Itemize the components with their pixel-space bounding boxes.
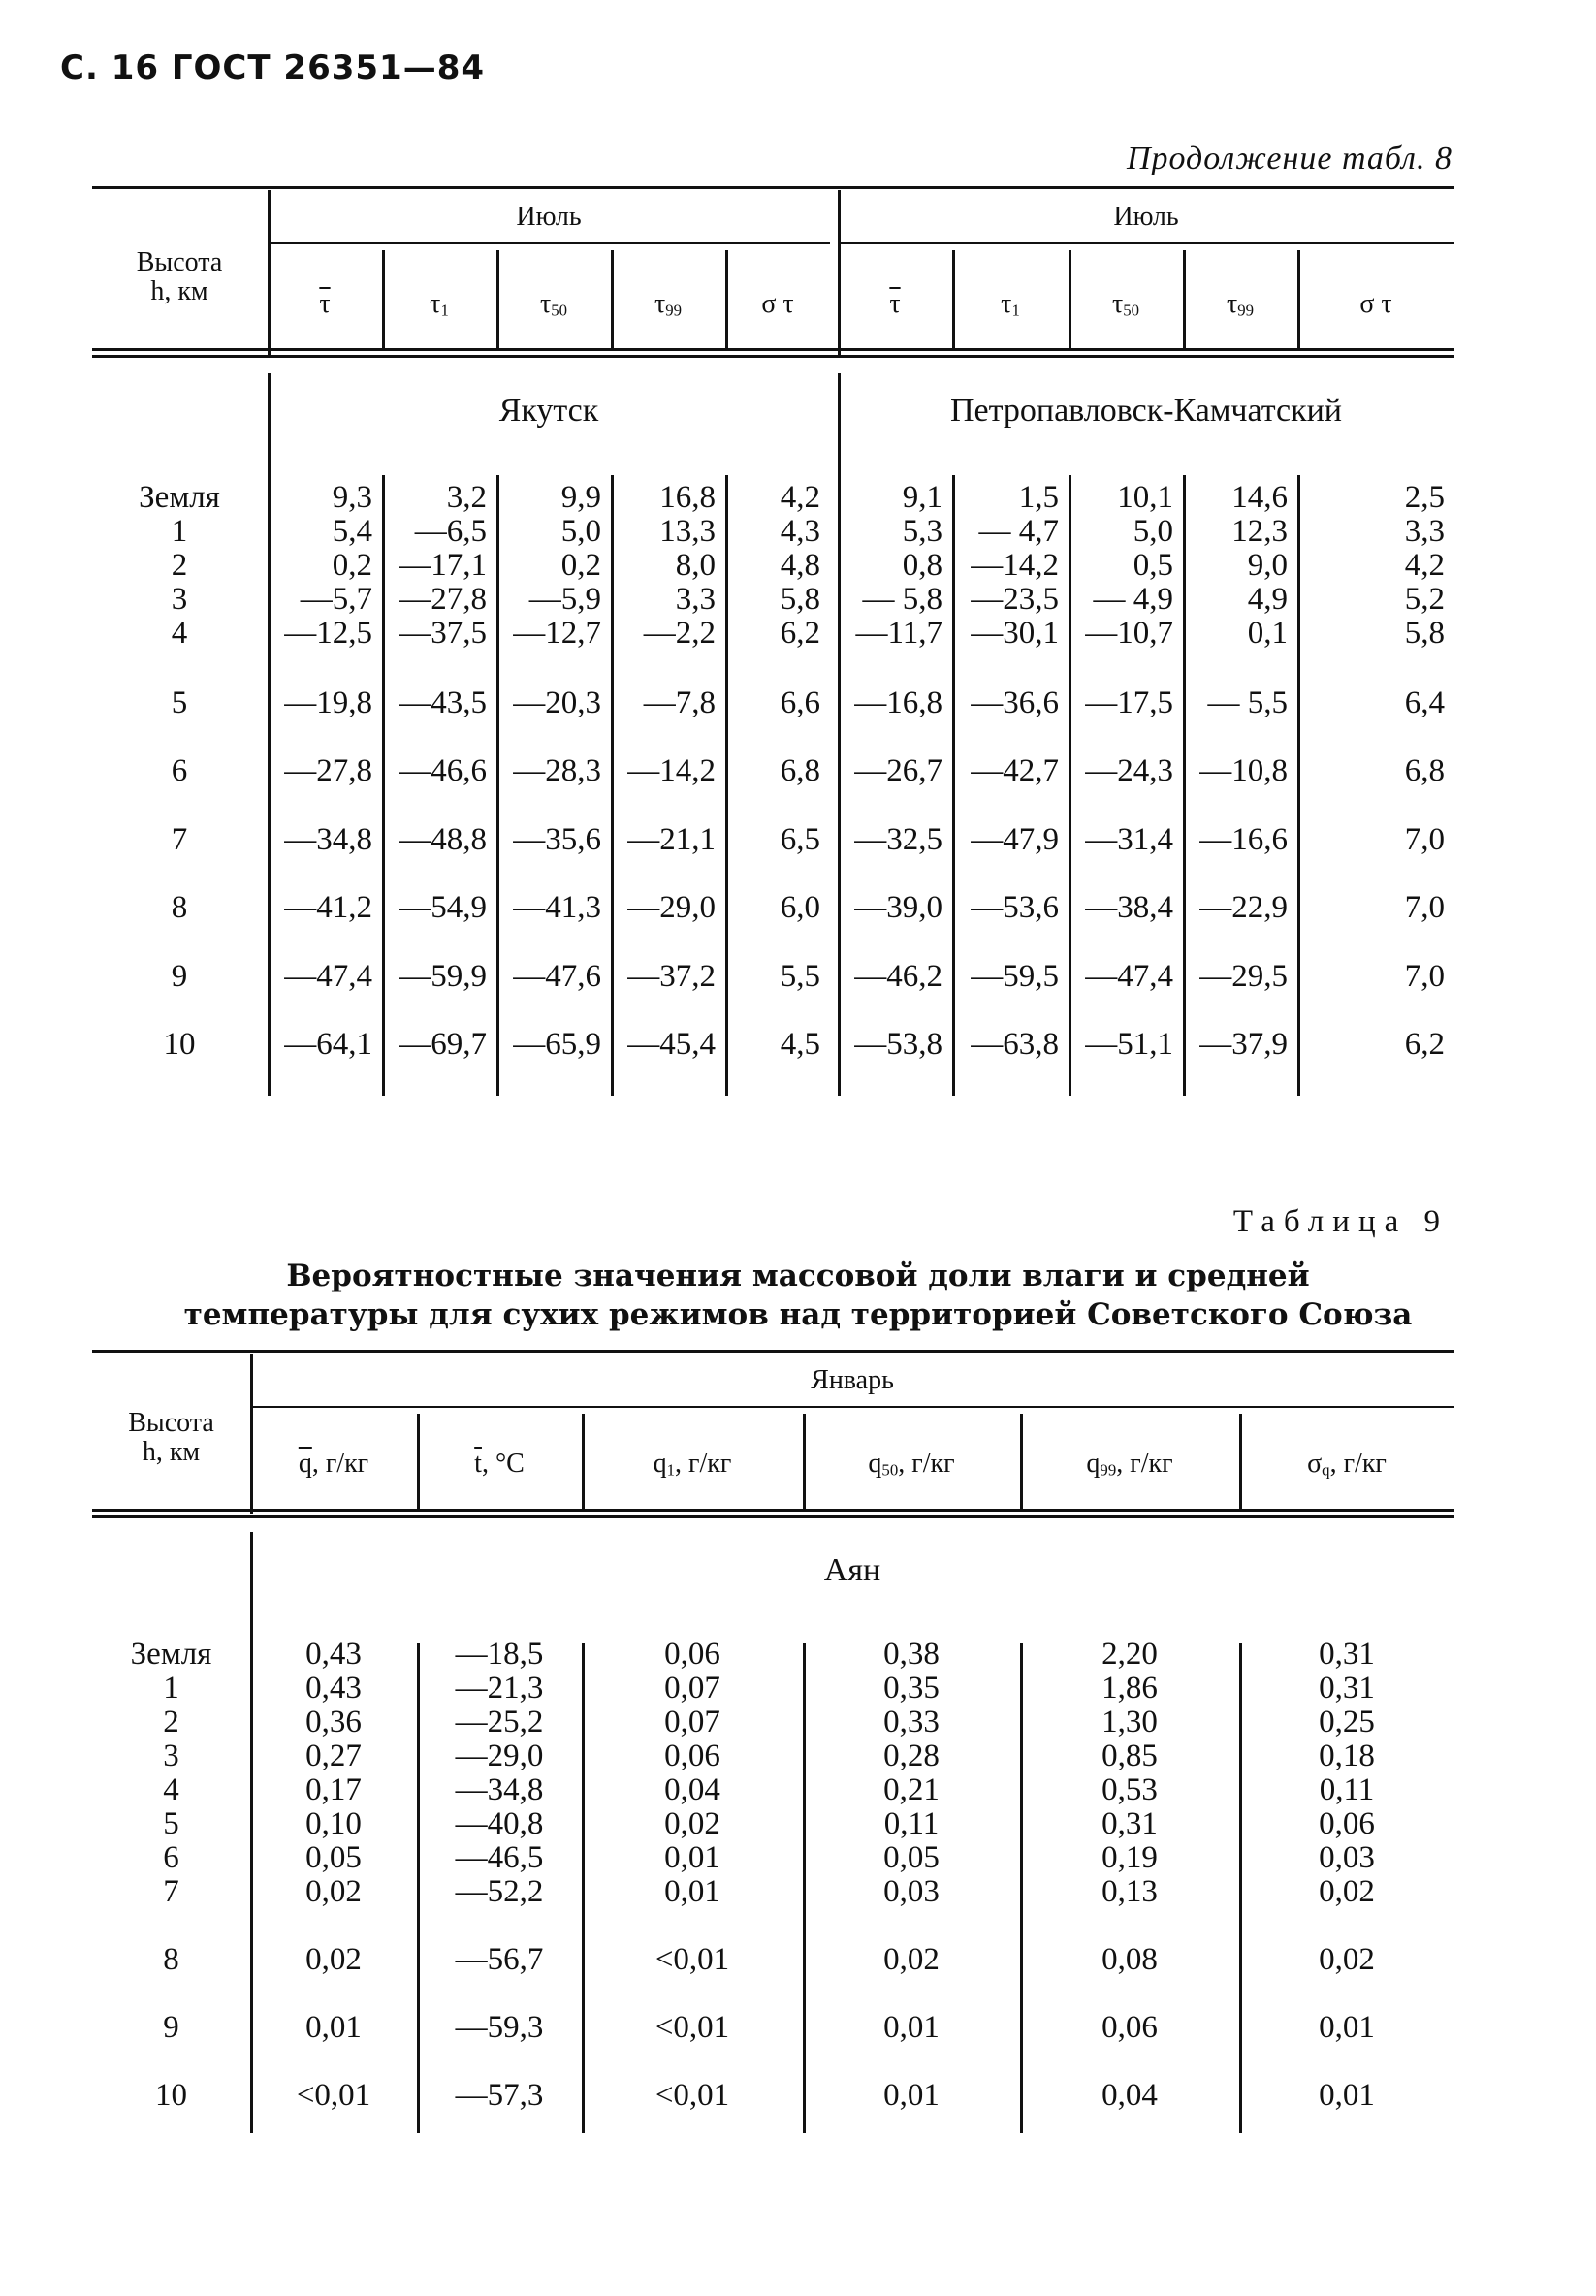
table-8-month-header: Июль [1113, 202, 1179, 232]
table-9-height-label: Земля [130, 1637, 212, 1672]
table-8-cell: 7,0 [1404, 890, 1445, 925]
table-8-cell: —21,1 [627, 822, 716, 857]
table-9-cell: <0,01 [654, 2078, 730, 2113]
table-9-month-rule [250, 1406, 1454, 1408]
table-9-cell: 0,21 [883, 1772, 940, 1807]
table-9-cell: 0,36 [305, 1705, 362, 1739]
table-9-cell: 0,18 [1319, 1738, 1375, 1773]
table-8-height-label: 8 [171, 890, 188, 925]
table-8-month-rule-right [840, 242, 1454, 244]
table-8-height-label: 10 [163, 1027, 196, 1062]
table-9-cell: 1,86 [1101, 1671, 1158, 1706]
table-9-cell: <0,01 [296, 2078, 371, 2113]
table-8-height-label: 9 [171, 959, 188, 994]
table-8-cell: —54,9 [399, 890, 487, 925]
table-8-column-header: σ τ [761, 289, 794, 319]
table-9-cell: —46,5 [455, 1840, 544, 1875]
table-9-cell: 0,04 [664, 1772, 720, 1807]
table-8-cell: 5,0 [1133, 514, 1173, 549]
table-9-column-header: $q_{50}$, г/кг [868, 1449, 955, 1480]
table-9-height-label: 9 [163, 2010, 179, 2045]
table-8-cell: —30,1 [971, 616, 1059, 651]
table-9-cell: 0,03 [1319, 1840, 1375, 1875]
table-8-cell: —59,5 [971, 959, 1059, 994]
table-8-cell: —23,5 [971, 582, 1059, 617]
table-8-column-header: $\tau_{50}$ [1111, 289, 1140, 320]
table-9-cell: —18,5 [455, 1637, 544, 1672]
table-8-cell: 0,2 [560, 548, 601, 583]
table-8-cell: — 4,7 [978, 514, 1059, 549]
table-8-cell: —10,8 [1199, 753, 1288, 788]
table-8-height-label: 1 [171, 514, 188, 549]
table-9-cell: 0,19 [1101, 1840, 1158, 1875]
table-8-cell: 16,8 [659, 480, 716, 515]
table-8-cell: —31,4 [1085, 822, 1173, 857]
table-9-height-label: 8 [163, 1942, 179, 1977]
table-9-cell: 0,01 [1319, 2010, 1375, 2045]
table-9-cell: 0,01 [883, 2078, 940, 2113]
table-9-cell: 1,30 [1101, 1705, 1158, 1739]
table-9-month-header: Январь [811, 1365, 894, 1395]
table-8-cell: 5,8 [780, 582, 820, 617]
table-9-cell: —34,8 [455, 1772, 544, 1807]
table-8-cell: —24,3 [1085, 753, 1173, 788]
table-8-cell: —5,9 [528, 582, 601, 617]
table-8-cell: 10,1 [1117, 480, 1173, 515]
table-9-cell: 0,28 [883, 1738, 940, 1773]
table-8-cell: 6,4 [1404, 686, 1445, 720]
table-9-cell: 0,02 [883, 1942, 940, 1977]
table-8-height-label: 6 [171, 753, 188, 788]
table-8-cell: 6,0 [780, 890, 820, 925]
table-8-cell: 4,2 [780, 480, 820, 515]
table-8-cell: —63,8 [971, 1027, 1059, 1062]
table-8-cell: —39,0 [854, 890, 942, 925]
table-8-cell: 6,6 [780, 686, 820, 720]
table-9-cell: 0,02 [1319, 1942, 1375, 1977]
table-9-height-label: 5 [163, 1806, 179, 1841]
table-8-cell: —35,6 [513, 822, 601, 857]
table-8-cell: —27,8 [284, 753, 372, 788]
table-8-cell: —37,5 [399, 616, 487, 651]
table-8-height-header: Высота [136, 247, 223, 277]
table-8-cell: 6,2 [1404, 1027, 1445, 1062]
table-9-cell: 0,05 [883, 1840, 940, 1875]
table-8-cell: 5,2 [1404, 582, 1445, 617]
table-9-cell: —25,2 [455, 1705, 544, 1739]
table-9-column-header: $\overline{t}$, °С [474, 1449, 525, 1479]
table-8-height-label: 3 [171, 582, 188, 617]
table-9-height-header-unit: h, км [142, 1437, 201, 1467]
table-9-cell: 0,33 [883, 1705, 940, 1739]
table-8-header-rule-2 [92, 355, 1454, 358]
table-9-cell: 0,01 [1319, 2078, 1375, 2113]
table-9-cell: 0,01 [305, 2010, 362, 2045]
table-8-cell: —14,2 [627, 753, 716, 788]
table-8-cell: —17,1 [399, 548, 487, 583]
table-8-station-name: Петропавловск-Камчатский [950, 393, 1342, 429]
table-8-column-header: $\tau_{99}$ [1226, 289, 1255, 320]
table-8-cell: 4,2 [1404, 548, 1445, 583]
table-8-cell: —29,5 [1199, 959, 1288, 994]
table-8-cell: —47,4 [1085, 959, 1173, 994]
table-9-height-header: Высота [128, 1408, 214, 1438]
table-8-cell: —59,9 [399, 959, 487, 994]
table-8-column-header: $\overline{\tau}$ [319, 289, 331, 319]
table-8-cell: —19,8 [284, 686, 372, 720]
table-9-caption-line-1: Вероятностные значения массовой доли влаги и средней [286, 1259, 1310, 1293]
table-8-cell: —17,5 [1085, 686, 1173, 720]
table-9-cell: 0,06 [1319, 1806, 1375, 1841]
table-8-cell: —11,7 [855, 616, 942, 651]
table-8-cell: —14,2 [971, 548, 1059, 583]
table-8-cell: —46,2 [854, 959, 942, 994]
table-8-cell: —47,6 [513, 959, 601, 994]
table-8-column-header: $\tau_{99}$ [654, 289, 683, 320]
table-8-cell: —48,8 [399, 822, 487, 857]
table-8-cell: 8,0 [675, 548, 716, 583]
table-9-cell: 0,07 [664, 1671, 720, 1706]
table-8-cell: — 4,9 [1093, 582, 1173, 617]
table-8-cell: 6,2 [780, 616, 820, 651]
table-8-cell: —36,6 [971, 686, 1059, 720]
table-9-cell: 0,06 [664, 1637, 720, 1672]
table-8-cell: —7,8 [643, 686, 716, 720]
table-8-month-header: Июль [516, 202, 582, 232]
table-8-cell: 13,3 [659, 514, 716, 549]
table-8-cell: 5,0 [560, 514, 601, 549]
table-8-cell: 4,8 [780, 548, 820, 583]
table-9-cell: 0,31 [1101, 1806, 1158, 1841]
table-8-cell: —2,2 [643, 616, 716, 651]
table-8-cell: — 5,5 [1207, 686, 1288, 720]
table-8-cell: —26,7 [854, 753, 942, 788]
table-8-cell: —47,9 [971, 822, 1059, 857]
table-9-cell: —59,3 [455, 2010, 544, 2045]
table-8-cell: —69,7 [399, 1027, 487, 1062]
table-9-cell: <0,01 [654, 2010, 730, 2045]
table-8-cell: 9,0 [1247, 548, 1288, 583]
table-9-cell: 0,02 [664, 1806, 720, 1841]
table-9-cell: 0,02 [305, 1942, 362, 1977]
table-9-station-name: Аян [823, 1552, 881, 1588]
table-8-cell: —27,8 [399, 582, 487, 617]
table-9-cell: 0,17 [305, 1772, 362, 1807]
table-9-cell: 0,10 [305, 1806, 362, 1841]
table-9-cell: 0,13 [1101, 1874, 1158, 1909]
table-9-cell: —56,7 [455, 1942, 544, 1977]
table-9-cell: 0,02 [305, 1874, 362, 1909]
table-9-cell: —52,2 [455, 1874, 544, 1909]
table-9-cell: 0,11 [1319, 1772, 1375, 1807]
table-9-cell: —40,8 [455, 1806, 544, 1841]
table-9-top-rule [92, 1350, 1454, 1353]
table-8-cell: —47,4 [284, 959, 372, 994]
table-8-cell: —28,3 [513, 753, 601, 788]
table-8-height-label: Земля [139, 480, 220, 515]
table-9-height-label: 1 [163, 1671, 179, 1706]
table-continuation-label: Продолжение табл. 8 [1126, 141, 1452, 176]
table-9-number: Таблица 9 [1232, 1204, 1449, 1239]
table-8-cell: —16,8 [854, 686, 942, 720]
table-8-cell: 14,6 [1231, 480, 1288, 515]
table-8-cell: —41,3 [513, 890, 601, 925]
table-9-caption-line-2: температуры для сухих режимов над территорией Советского Союза [183, 1297, 1413, 1332]
table-8-cell: 5,8 [1404, 616, 1445, 651]
table-9-cell: 0,05 [305, 1840, 362, 1875]
table-8-top-rule [92, 186, 1454, 189]
table-8-cell: 5,4 [332, 514, 372, 549]
table-8-header-rule-1 [92, 348, 1454, 351]
table-9-column-header: $q_1$, г/кг [653, 1449, 732, 1480]
table-9-cell: —57,3 [455, 2078, 544, 2113]
table-8-column-header: $\overline{\tau}$ [889, 289, 901, 319]
table-8-cell: —10,7 [1085, 616, 1173, 651]
table-8-cell: 3,3 [1404, 514, 1445, 549]
table-9-height-label: 2 [163, 1705, 179, 1739]
table-9-header-rule-2 [92, 1515, 1454, 1518]
table-8-cell: —46,6 [399, 753, 487, 788]
table-9-cell: 0,06 [664, 1738, 720, 1773]
table-8-cell: 5,5 [780, 959, 820, 994]
table-8-cell: 0,1 [1247, 616, 1288, 651]
table-9-height-label: 3 [163, 1738, 179, 1773]
table-8-cell: —22,9 [1199, 890, 1288, 925]
table-8-cell: —5,7 [300, 582, 372, 617]
table-8-cell: 0,2 [332, 548, 372, 583]
table-9-cell: 0,07 [664, 1705, 720, 1739]
table-8-cell: —65,9 [513, 1027, 601, 1062]
table-8-cell: 7,0 [1404, 822, 1445, 857]
table-9-height-label: 7 [163, 1874, 179, 1909]
table-8-cell: —16,6 [1199, 822, 1288, 857]
table-8-height-label: 2 [171, 548, 188, 583]
table-9-cell: 0,06 [1101, 2010, 1158, 2045]
table-8-cell: —45,4 [627, 1027, 716, 1062]
table-8-height-label: 5 [171, 686, 188, 720]
table-8-cell: 6,5 [780, 822, 820, 857]
table-8-month-rule-left [268, 242, 830, 244]
table-9-cell: 0,25 [1319, 1705, 1375, 1739]
table-8-cell: 0,5 [1133, 548, 1173, 583]
table-9-cell: <0,01 [654, 1942, 730, 1977]
table-8-station-name: Якутск [498, 393, 599, 429]
table-9-column-header: $\sigma_q$, г/кг [1307, 1449, 1387, 1480]
table-8-column-header: σ τ [1359, 289, 1392, 319]
table-8-column-header: $\tau_{50}$ [539, 289, 568, 320]
table-8-cell: 1,5 [1018, 480, 1059, 515]
table-9-cell: 0,03 [883, 1874, 940, 1909]
table-9-cell: 0,01 [664, 1840, 720, 1875]
table-8-cell: —42,7 [971, 753, 1059, 788]
table-9-cell: 0,01 [664, 1874, 720, 1909]
table-9-cell: 0,08 [1101, 1942, 1158, 1977]
table-8-cell: 6,8 [1404, 753, 1445, 788]
table-9-cell: —29,0 [455, 1738, 544, 1773]
table-8-cell: —41,2 [284, 890, 372, 925]
table-9-height-label: 6 [163, 1840, 179, 1875]
table-8-cell: —53,6 [971, 890, 1059, 925]
table-8-cell: —53,8 [854, 1027, 942, 1062]
table-9-cell: 0,11 [883, 1806, 940, 1841]
table-8-cell: 9,1 [902, 480, 942, 515]
table-9-cell: 0,43 [305, 1637, 362, 1672]
table-8-cell: 9,3 [332, 480, 372, 515]
table-9-cell: 0,04 [1101, 2078, 1158, 2113]
table-9-header-rule-1 [92, 1509, 1454, 1512]
table-9-cell: 0,35 [883, 1671, 940, 1706]
table-8-cell: 0,8 [902, 548, 942, 583]
table-8-cell: 3,2 [446, 480, 487, 515]
table-8-column-header: $\tau_1$ [1001, 289, 1020, 320]
table-8-cell: —20,3 [513, 686, 601, 720]
table-8-cell: 12,3 [1231, 514, 1288, 549]
table-9-cell: 0,27 [305, 1738, 362, 1773]
table-8-cell: —29,0 [627, 890, 716, 925]
table-9-cell: 0,38 [883, 1637, 940, 1672]
table-8-cell: 7,0 [1404, 959, 1445, 994]
table-8-cell: 3,3 [675, 582, 716, 617]
table-8-cell: —37,2 [627, 959, 716, 994]
table-9-column-header: $\overline{q}$, г/кг [298, 1449, 369, 1479]
table-8-cell: 6,8 [780, 753, 820, 788]
table-9-height-label: 10 [155, 2078, 187, 2113]
table-8-height-header-unit: h, км [150, 276, 208, 306]
table-9-cell: 0,43 [305, 1671, 362, 1706]
table-8-cell: —38,4 [1085, 890, 1173, 925]
table-8-cell: 5,3 [902, 514, 942, 549]
table-9-cell: 0,53 [1101, 1772, 1158, 1807]
table-8-height-label: 7 [171, 822, 188, 857]
table-8-cell: —37,9 [1199, 1027, 1288, 1062]
table-8-cell: 9,9 [560, 480, 601, 515]
table-8-cell: —6,5 [414, 514, 487, 549]
table-8-cell: 4,3 [780, 514, 820, 549]
table-9-cell: 2,20 [1101, 1637, 1158, 1672]
table-8-column-header: $\tau_1$ [430, 289, 449, 320]
table-8-height-label: 4 [171, 616, 188, 651]
table-9-cell: 0,01 [883, 2010, 940, 2045]
table-9-column-header: $q_{99}$, г/кг [1086, 1449, 1173, 1480]
table-9-height-label: 4 [163, 1772, 179, 1807]
table-9-cell: 0,31 [1319, 1637, 1375, 1672]
table-8-cell: —32,5 [854, 822, 942, 857]
table-9-cell: —21,3 [455, 1671, 544, 1706]
table-8-cell: —34,8 [284, 822, 372, 857]
table-8-cell: 4,5 [780, 1027, 820, 1062]
table-8-cell: —43,5 [399, 686, 487, 720]
table-9-cell: 0,85 [1101, 1738, 1158, 1773]
table-8-cell: —64,1 [284, 1027, 372, 1062]
table-8-cell: —51,1 [1085, 1027, 1173, 1062]
table-8-cell: —12,7 [513, 616, 601, 651]
table-8-cell: 2,5 [1404, 480, 1445, 515]
table-8-cell: 4,9 [1247, 582, 1288, 617]
table-8-cell: —12,5 [284, 616, 372, 651]
table-9-cell: 0,02 [1319, 1874, 1375, 1909]
page-header: С. 16 ГОСТ 26351—84 [60, 48, 486, 87]
table-8-cell: — 5,8 [862, 582, 942, 617]
table-9-cell: 0,31 [1319, 1671, 1375, 1706]
